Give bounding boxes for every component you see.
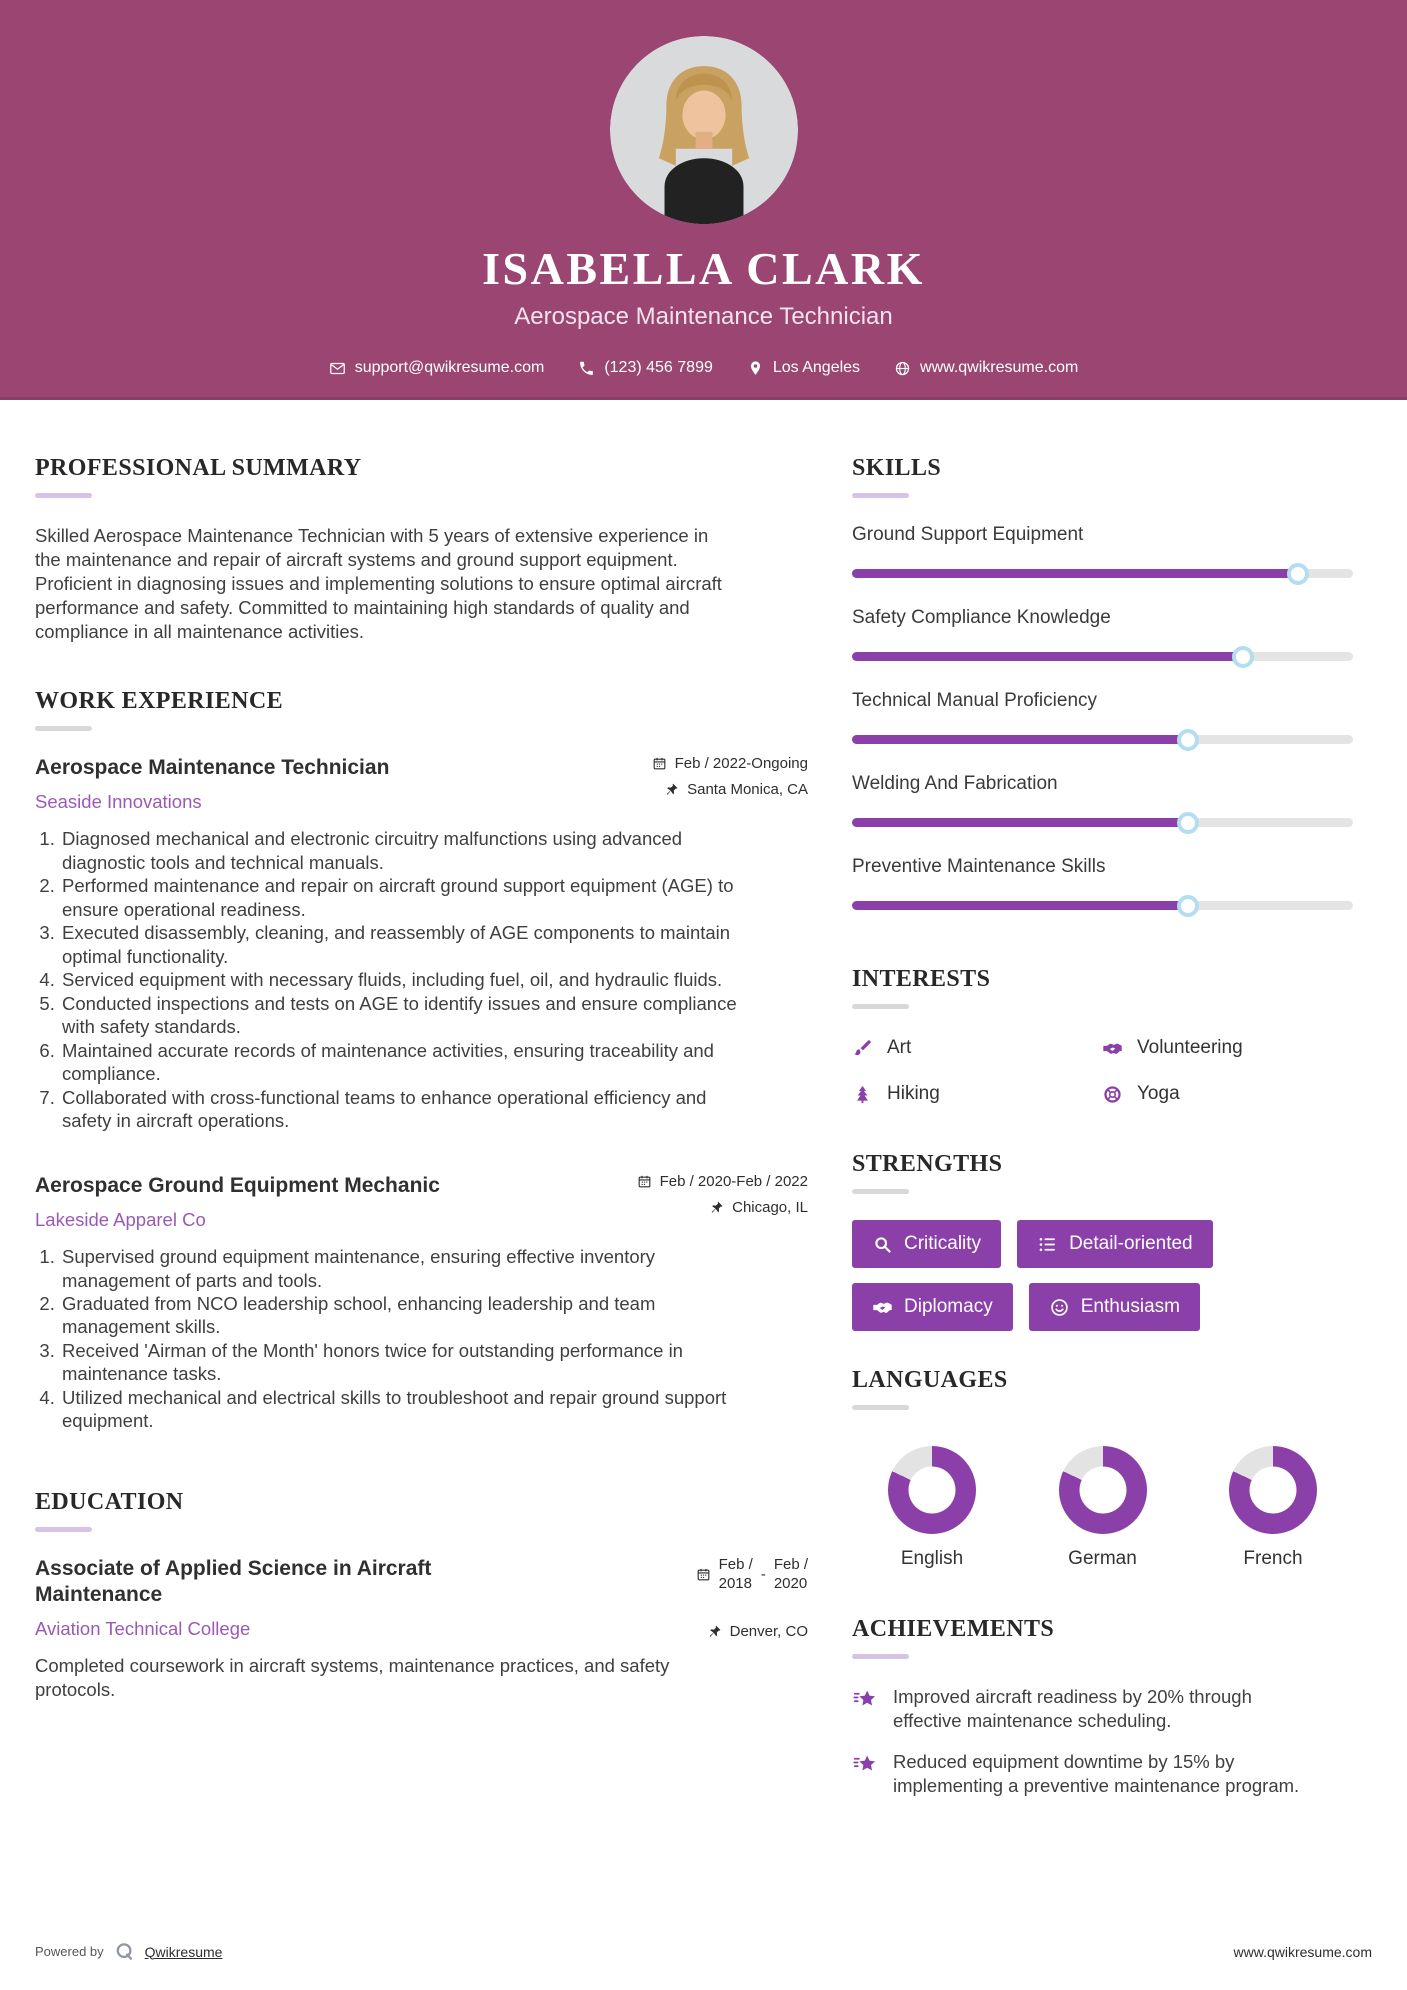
strength-label: Criticality: [904, 1233, 982, 1254]
contact-email[interactable]: [329, 359, 545, 377]
language-item: [1203, 1446, 1343, 1570]
pushpin-icon: [707, 1624, 722, 1639]
job-bullet: 2. Graduated from NCO leadership school, enhancing leadership and team management skills.: [60, 1292, 750, 1339]
handshake-icon: [1102, 1038, 1123, 1059]
job-bullet-list: [35, 1245, 750, 1433]
job-bullet: 2. Performed maintenance and repair on aircraft ground support equipment (AGE) to ensure operational readiness.: [60, 874, 750, 921]
contact-bar: [0, 359, 1407, 377]
skill-item: [852, 607, 1353, 661]
skills-section: [852, 455, 1353, 910]
summary-heading: PROFESSIONAL SUMMARY: [35, 455, 362, 481]
footer: [35, 1941, 1372, 1962]
donut-hole: [909, 1467, 956, 1514]
skill-slider[interactable]: [852, 735, 1353, 744]
language-donut-chart: [1059, 1446, 1147, 1534]
skill-item: [852, 524, 1353, 578]
interests-grid: [852, 1037, 1353, 1105]
languages-section: [852, 1367, 1353, 1570]
strength-badge-criticality[interactable]: [852, 1220, 1001, 1268]
interest-item: [852, 1037, 1102, 1059]
list-icon: [1037, 1234, 1058, 1255]
pushpin-icon: [664, 782, 679, 797]
job-location-row: [652, 781, 808, 798]
education-date-end: [774, 1556, 808, 1594]
job-entry: [35, 1173, 808, 1433]
magnifier-icon: [872, 1234, 893, 1255]
date-separator: -: [760, 1566, 766, 1584]
job-location-row: [637, 1199, 808, 1216]
profile-photo: [610, 36, 798, 224]
interests-heading: INTERESTS: [852, 966, 991, 992]
date-start-year: 2018: [718, 1574, 752, 1592]
heading-underline: [35, 726, 92, 731]
lifebuoy-icon: [1102, 1084, 1123, 1105]
globe-icon: [894, 360, 911, 377]
calendar-icon: [637, 1174, 652, 1189]
job-header: [35, 755, 808, 813]
skill-slider-handle[interactable]: [1232, 646, 1254, 668]
education-entry: [35, 1556, 808, 1703]
tree-icon: [852, 1084, 873, 1105]
interest-label: Hiking: [887, 1083, 940, 1104]
heading-underline: [852, 1004, 909, 1009]
strength-badge-detail-oriented[interactable]: [1017, 1220, 1213, 1268]
phone-icon: [578, 360, 595, 377]
degree-title: Associate of Applied Science in Aircraft Maintenance: [35, 1556, 432, 1607]
job-bullet: 4. Serviced equipment with necessary fluids, including fuel, oil, and hydraulic fluids.: [60, 968, 750, 991]
job-date-row: [652, 755, 808, 772]
summary-text: Skilled Aerospace Maintenance Technician with 5 years of extensive experience in the maintenance and repair of aircraft systems and ground support equipment. Proficient in diagnosing issues and implementing solutions to ensure optimal aircraft performance and safety. Committed to maintaining high standards of quality and compliance in all maintenance activities.: [35, 525, 722, 643]
strength-label: Enthusiasm: [1080, 1296, 1180, 1317]
strength-badge-diplomacy[interactable]: [852, 1283, 1013, 1331]
skill-label: Safety Compliance Knowledge: [852, 607, 1111, 628]
contact-location-text: Los Angeles: [772, 359, 861, 376]
education-location: Denver, CO: [729, 1623, 808, 1641]
heading-underline: [852, 1405, 909, 1410]
date-end-year: 2020: [773, 1574, 808, 1592]
achievement-item: [852, 1685, 1353, 1733]
job-meta: [652, 755, 808, 798]
language-donut-chart: [1229, 1446, 1317, 1534]
strength-label: Detail-oriented: [1069, 1233, 1193, 1254]
job-title-block: [35, 755, 389, 813]
contact-location: [747, 359, 860, 377]
main-content: [0, 400, 1407, 1798]
header: [0, 0, 1407, 400]
job-bullet: 1. Supervised ground equipment maintenance, ensuring effective inventory management of parts and tools.: [60, 1245, 750, 1292]
achievements-section: [852, 1616, 1353, 1798]
heading-underline: [852, 1189, 909, 1194]
education-location-row: [696, 1623, 808, 1640]
achievement-item: [852, 1750, 1353, 1798]
summary-section: [35, 455, 808, 644]
skill-slider[interactable]: [852, 818, 1353, 827]
education-section: [35, 1489, 808, 1703]
skills-heading: SKILLS: [852, 455, 942, 481]
job-title: Aerospace Maintenance Technician: [35, 756, 390, 780]
skill-label: Welding And Fabrication: [852, 773, 1058, 794]
achievements-heading: ACHIEVEMENTS: [852, 1616, 1055, 1642]
job-location: Chicago, IL: [732, 1198, 808, 1216]
job-bullet: 3. Received 'Airman of the Month' honors twice for outstanding performance in maintenance tasks.: [60, 1339, 750, 1386]
strengths-heading: STRENGTHS: [852, 1151, 1003, 1177]
contact-phone-text: (123) 456 7899: [604, 359, 713, 376]
envelope-icon: [329, 360, 346, 377]
footer-website: www.qwikresume.com: [1233, 1943, 1372, 1960]
job-bullet: 3. Executed disassembly, cleaning, and reassembly of AGE components to maintain optimal functionality.: [60, 921, 750, 968]
skill-slider[interactable]: [852, 901, 1353, 910]
job-date: Feb / 2020-Feb / 2022: [659, 1172, 808, 1190]
strengths-section: [852, 1151, 1353, 1331]
shooting-star-icon: [852, 1687, 879, 1714]
experience-section: [35, 688, 808, 1433]
pin-icon: [747, 360, 764, 377]
language-label: French: [1243, 1548, 1303, 1569]
skill-item: [852, 690, 1353, 744]
job-title: Aerospace Ground Equipment Mechanic: [35, 1173, 440, 1197]
skill-slider-fill: [852, 569, 1298, 578]
interest-item: [1102, 1037, 1353, 1059]
language-label: English: [900, 1548, 964, 1569]
education-date-row: [696, 1556, 808, 1594]
interest-label: Art: [887, 1037, 912, 1058]
skill-slider-fill: [852, 901, 1188, 910]
language-item: [862, 1446, 1002, 1570]
skill-label: Ground Support Equipment: [852, 524, 1084, 545]
job-bullet: 7. Collaborated with cross-functional teams to enhance operational efficiency and safety in aircraft operations.: [60, 1086, 750, 1133]
candidate-name: ISABELLA CLARK: [482, 243, 925, 294]
skill-slider-handle[interactable]: [1177, 812, 1199, 834]
contact-website-text: www.qwikresume.com: [920, 359, 1079, 376]
job-company: Lakeside Apparel Co: [35, 1209, 206, 1231]
languages-heading: LANGUAGES: [852, 1367, 1008, 1393]
achievement-text: Reduced equipment downtime by 15% by implementing a preventive maintenance program.: [893, 1751, 1300, 1797]
job-bullet: 4. Utilized mechanical and electrical skills to troubleshoot and repair ground support equipment.: [60, 1386, 750, 1433]
skill-slider-handle[interactable]: [1287, 563, 1309, 585]
contact-website[interactable]: [894, 359, 1078, 377]
education-description: Completed coursework in aircraft systems, maintenance practices, and safety protocols.: [35, 1655, 670, 1701]
skill-slider[interactable]: [852, 652, 1353, 661]
interests-section: [852, 966, 1353, 1105]
education-header: [35, 1556, 808, 1641]
skill-label: Preventive Maintenance Skills: [852, 856, 1106, 877]
interest-label: Volunteering: [1137, 1037, 1243, 1058]
education-meta: [696, 1556, 808, 1641]
job-bullet: 6. Maintained accurate records of maintenance activities, ensuring traceability and compliance.: [60, 1039, 750, 1086]
skill-label: Technical Manual Proficiency: [852, 690, 1098, 711]
education-heading: EDUCATION: [35, 1488, 184, 1515]
footer-branding: [35, 1941, 222, 1962]
skill-item: [852, 773, 1353, 827]
skill-slider-handle[interactable]: [1177, 895, 1199, 917]
job-company: Seaside Innovations: [35, 791, 202, 813]
interest-label: Yoga: [1137, 1083, 1180, 1104]
interest-item: [852, 1083, 1102, 1105]
job-meta: [637, 1173, 808, 1216]
job-date-row: [637, 1173, 808, 1190]
handshake-icon: [872, 1297, 893, 1318]
job-bullet: 1. Diagnosed mechanical and electronic circuitry malfunctions using advanced diagnostic tools and technical manuals.: [60, 827, 750, 874]
language-item: [1033, 1446, 1173, 1570]
candidate-job-title: Aerospace Maintenance Technician: [514, 303, 893, 330]
language-label: German: [1068, 1548, 1137, 1569]
skill-slider-handle[interactable]: [1177, 729, 1199, 751]
job-header: [35, 1173, 808, 1231]
calendar-icon: [696, 1567, 711, 1582]
donut-hole: [1079, 1467, 1126, 1514]
language-donut-chart: [888, 1446, 976, 1534]
strength-badge-enthusiasm[interactable]: [1029, 1283, 1200, 1331]
heading-underline: [35, 1527, 92, 1532]
heading-underline: [35, 493, 92, 498]
skill-item: [852, 856, 1353, 910]
job-entry: [35, 755, 808, 1133]
job-bullet: 5. Conducted inspections and tests on AGE to identify issues and ensure compliance with safety standards.: [60, 992, 750, 1039]
date-end-month: Feb /: [773, 1555, 808, 1573]
qwikresume-link[interactable]: Qwikresume: [144, 1943, 223, 1960]
strength-label: Diplomacy: [904, 1296, 993, 1317]
heading-underline: [852, 493, 909, 498]
skill-slider-fill: [852, 735, 1188, 744]
qwikresume-logo-icon: [114, 1941, 135, 1962]
left-column: [35, 455, 808, 1798]
achievement-text: Improved aircraft readiness by 20% through effective maintenance scheduling.: [893, 1686, 1252, 1732]
donut-hole: [1250, 1467, 1297, 1514]
strengths-list: [852, 1220, 1332, 1331]
job-location: Santa Monica, CA: [687, 781, 808, 799]
shooting-star-icon: [852, 1752, 879, 1779]
school-name: Aviation Technical College: [35, 1618, 251, 1640]
heading-underline: [852, 1654, 909, 1659]
pushpin-icon: [709, 1200, 724, 1215]
interest-item: [1102, 1083, 1353, 1105]
education-title-block: [35, 1556, 485, 1641]
right-column: [852, 455, 1353, 1798]
skill-slider-fill: [852, 652, 1243, 661]
skill-slider-fill: [852, 818, 1188, 827]
job-bullet-list: [35, 827, 750, 1132]
contact-phone: [578, 359, 713, 377]
paintbrush-icon: [852, 1038, 873, 1059]
date-start-month: Feb /: [718, 1555, 753, 1573]
job-date: Feb / 2022-Ongoing: [674, 755, 808, 773]
contact-email-text: support@qwikresume.com: [354, 359, 545, 376]
skill-slider[interactable]: [852, 569, 1353, 578]
achievements-list: [852, 1685, 1353, 1798]
calendar-icon: [652, 756, 667, 771]
smiley-icon: [1049, 1297, 1070, 1318]
powered-by-label: Powered by: [35, 1944, 104, 1959]
languages-row: [852, 1446, 1353, 1570]
education-date-start: [719, 1556, 753, 1594]
experience-heading: WORK EXPERIENCE: [35, 688, 284, 715]
job-title-block: [35, 1173, 440, 1231]
